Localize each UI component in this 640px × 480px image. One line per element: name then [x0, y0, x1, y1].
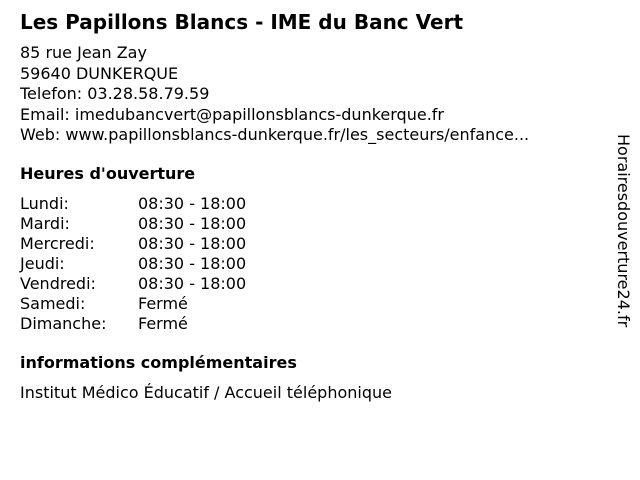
hours-row [20, 194, 246, 214]
hours-day: Lundi: [20, 194, 69, 213]
hours-time: 08:30 - 18:00 [138, 194, 247, 213]
hours-row [20, 274, 246, 294]
hours-day: Samedi: [20, 294, 86, 313]
hours-time: 08:30 - 18:00 [138, 274, 247, 293]
hours-row [20, 254, 246, 274]
hours-row [20, 214, 246, 234]
hours-day: Dimanche: [20, 314, 107, 333]
city-address: 59640 DUNKERQUE [20, 63, 179, 83]
hours-row [20, 314, 246, 334]
info-text: Institut Médico Éducatif / Accueil téléphonique [20, 383, 392, 402]
phone-number: Telefon: 03.28.58.79.59 [20, 84, 210, 103]
page-title: Les Papillons Blancs - IME du Banc Vert [20, 10, 463, 34]
hours-time: Fermé [138, 314, 188, 333]
hours-time: 08:30 - 18:00 [138, 234, 247, 253]
info-heading: informations complémentaires [20, 353, 297, 372]
website-link[interactable]: Web: www.papillonsblancs-dunkerque.fr/les_secteurs/enfance... [20, 125, 530, 144]
hours-row [20, 234, 246, 254]
email-address: Email: imedubancvert@papillonsblancs-dunkerque.fr [20, 104, 444, 124]
hours-time: 08:30 - 18:00 [138, 254, 247, 273]
address-block [20, 43, 529, 146]
hours-time: Fermé [138, 294, 188, 313]
hours-day: Vendredi: [20, 274, 96, 293]
hours-row [20, 294, 246, 314]
street-address: 85 rue Jean Zay [20, 43, 147, 62]
hours-day: Jeudi: [20, 254, 65, 273]
hours-day: Mercredi: [20, 234, 95, 253]
hours-day: Mardi: [20, 214, 70, 233]
brand-text: Horairesdouverture24.fr [614, 134, 633, 328]
hours-time: 08:30 - 18:00 [138, 214, 247, 233]
hours-table [20, 194, 246, 334]
brand-watermark [612, 134, 634, 374]
hours-heading: Heures d'ouverture [20, 164, 196, 183]
